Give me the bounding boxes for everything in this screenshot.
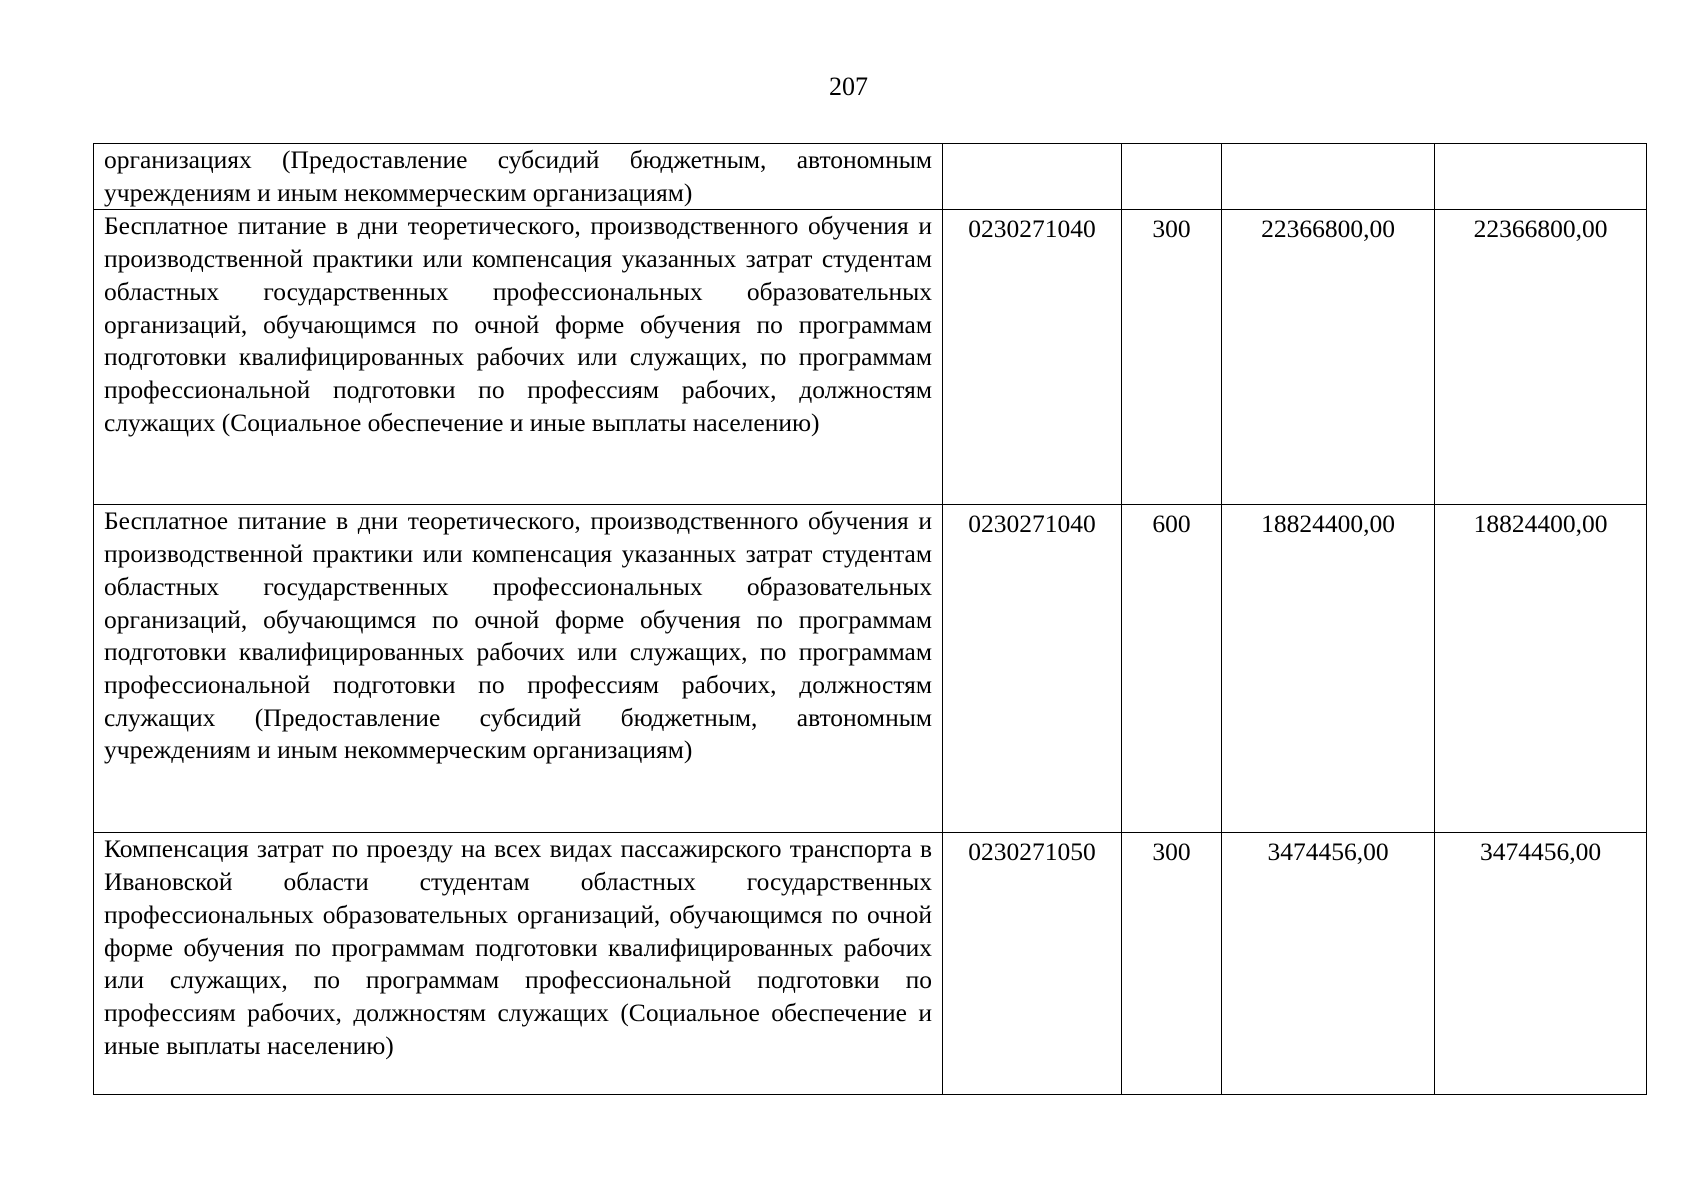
expense-type-cell: 300 (1122, 833, 1222, 1095)
amount-2-cell: 22366800,00 (1435, 210, 1647, 505)
expense-type-cell (1122, 144, 1222, 210)
page-number: 207 (829, 72, 868, 101)
expense-type-cell: 300 (1122, 210, 1222, 505)
row-description-cell (94, 505, 943, 833)
row-description: организациях (Предоставление субсидий бюджетным, автономным учреждениям и иным некоммерческим организациям) (104, 145, 932, 207)
row-description-cell (94, 210, 943, 505)
row-description: Бесплатное питание в дни теоретического, производственного обучения и производственной практики или компенсация указанных затрат студентам областных государственных профессиональных образовательных организаций, обучающимся по очной форме обучения по программам подготовки квалифицированных рабочих или служащих, по программам профессиональной подготовки по профессиям рабочих, должностям служащих (Предоставление субсидий бюджетным, автономным учреждениям и иным некоммерческим организациям) (104, 506, 932, 765)
row-description-cell (94, 833, 943, 1095)
row-description: Бесплатное питание в дни теоретического, производственного обучения и производственной практики или компенсация указанных затрат студентам областных государственных профессиональных образовательных организаций, обучающимся по очной форме обучения по программам подготовки квалифицированных рабочих или служащих, по программам профессиональной подготовки по профессиям рабочих, должностям служащих (Социальное обеспечение и иные выплаты населению) (104, 211, 932, 437)
amount-2-cell: 18824400,00 (1435, 505, 1647, 833)
row-description-cell (94, 144, 943, 210)
row-description: Компенсация затрат по проезду на всех видах пассажирского транспорта в Ивановской области студентам областных государственных профессиональных образовательных организаций, обучающимся по очной форме обучения по программам подготовки квалифицированных рабочих или служащих, по программам профессиональной подготовки по профессиям рабочих, должностям служащих (Социальное обеспечение и иные выплаты населению) (104, 834, 932, 1060)
table-row (94, 210, 1647, 505)
target-code-cell: 0230271040 (943, 210, 1122, 505)
amount-1-cell: 18824400,00 (1222, 505, 1435, 833)
table-row (94, 144, 1647, 210)
expense-type-cell: 600 (1122, 505, 1222, 833)
amount-2-cell (1435, 144, 1647, 210)
amount-1-cell (1222, 144, 1435, 210)
amount-1-cell: 22366800,00 (1222, 210, 1435, 505)
amount-1-cell: 3474456,00 (1222, 833, 1435, 1095)
target-code-cell (943, 144, 1122, 210)
table-row (94, 505, 1647, 833)
target-code-cell: 0230271040 (943, 505, 1122, 833)
budget-table (93, 143, 1647, 1095)
target-code-cell: 0230271050 (943, 833, 1122, 1095)
amount-2-cell: 3474456,00 (1435, 833, 1647, 1095)
table-row (94, 833, 1647, 1095)
